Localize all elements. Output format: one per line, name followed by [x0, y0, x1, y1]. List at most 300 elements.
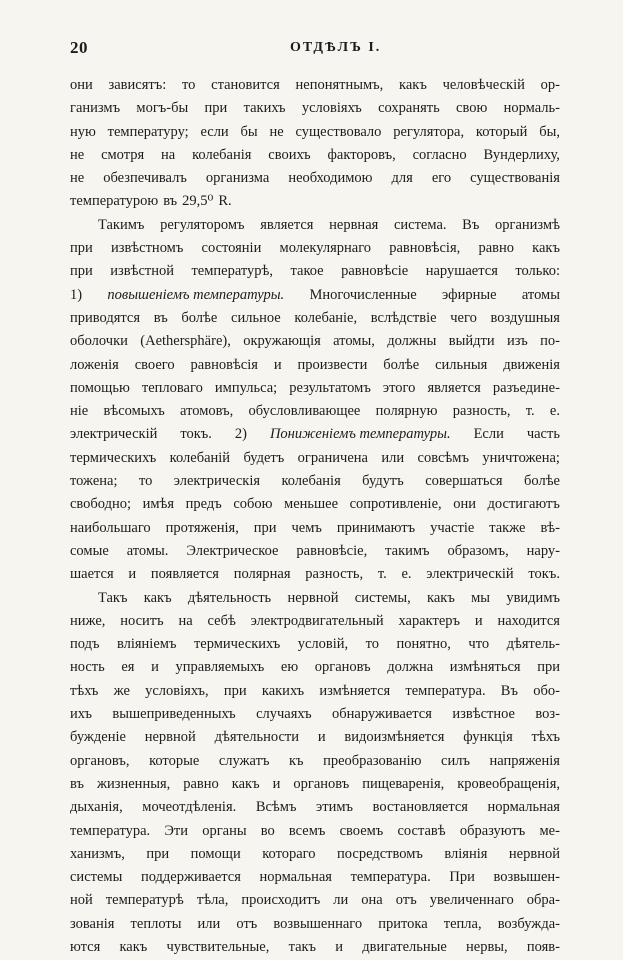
- word: дѣятельности: [214, 729, 300, 746]
- word: то: [182, 77, 196, 93]
- word: ной: [70, 892, 93, 909]
- word: собою: [233, 496, 273, 513]
- word: своихъ: [268, 146, 311, 163]
- text-line: [70, 167, 560, 190]
- paragraph: [70, 74, 560, 214]
- word: условіяхъ,: [145, 682, 209, 699]
- text-line: [70, 237, 560, 260]
- word: условій,: [297, 636, 349, 653]
- word: на: [161, 146, 176, 163]
- text-line: [70, 750, 560, 773]
- word: поддерживается: [140, 869, 241, 886]
- word: носитъ: [120, 612, 164, 629]
- word: электрическія: [173, 473, 261, 490]
- word: импульса;: [214, 379, 278, 396]
- word: чего: [450, 309, 477, 326]
- word: извѣстной: [110, 263, 174, 280]
- word: е.: [401, 566, 412, 583]
- word: какъ: [427, 589, 455, 606]
- word: помощью: [70, 379, 130, 396]
- text-line: [70, 121, 560, 144]
- word: состояніи: [201, 240, 262, 257]
- word: сохранять: [378, 100, 440, 117]
- word: какъ: [399, 77, 427, 93]
- word: нормальная: [259, 869, 332, 886]
- word: наибольшаго: [70, 519, 151, 536]
- word: чувствительные,: [166, 938, 270, 955]
- word: жизненныя,: [96, 775, 171, 792]
- word: характеръ: [398, 612, 461, 629]
- word: такимъ: [385, 542, 430, 559]
- word: болѣе: [524, 473, 560, 490]
- word: сильное: [231, 309, 281, 326]
- word: тожена;: [70, 473, 118, 490]
- word: организма: [205, 170, 270, 187]
- text-line: [70, 633, 560, 656]
- word: температура.: [70, 822, 151, 839]
- word: преобразованію: [323, 752, 422, 769]
- word: человѣческій: [442, 77, 525, 93]
- word: могъ-бы: [136, 100, 189, 117]
- word: и: [272, 775, 281, 792]
- word: только:: [515, 263, 560, 280]
- word: же: [113, 682, 130, 699]
- word: измѣняться: [449, 659, 521, 676]
- word: отъ: [395, 892, 417, 909]
- word: происходитъ: [241, 892, 321, 909]
- word: подъ: [70, 636, 100, 653]
- word: тепловаго: [141, 379, 203, 396]
- word: равновѣсія: [190, 356, 258, 373]
- word: условіяхъ: [301, 100, 362, 117]
- word: при: [70, 240, 93, 257]
- text-line: [70, 913, 560, 936]
- word: полярная: [233, 566, 291, 583]
- word: дыханія,: [70, 799, 123, 816]
- word: изъ: [506, 333, 528, 350]
- word: сопротивленіе,: [349, 496, 442, 513]
- word: нервная: [329, 216, 379, 233]
- word: этого: [382, 379, 416, 396]
- word: если: [200, 123, 229, 140]
- word: своемъ: [339, 822, 384, 839]
- text-line: [70, 656, 560, 679]
- word: притока: [378, 915, 428, 932]
- word: имѣя: [142, 496, 175, 513]
- text-line: [70, 377, 560, 400]
- word: ханизмъ,: [70, 845, 125, 862]
- word: и: [474, 612, 483, 629]
- word: атомы,: [333, 333, 375, 350]
- word: существовало: [295, 123, 382, 140]
- word: токъ.: [528, 566, 560, 583]
- word: такое: [290, 263, 324, 280]
- word: нервной: [508, 845, 560, 862]
- word: ею: [280, 659, 299, 676]
- word: измѣняется: [319, 682, 391, 699]
- word: равно: [478, 240, 514, 257]
- word: случаяхъ: [256, 706, 312, 723]
- word: вышеприведенныхъ: [112, 706, 236, 723]
- word: тѣхъ: [70, 682, 99, 699]
- word: электродвигательный: [250, 612, 384, 629]
- word: совершаться: [425, 473, 503, 490]
- word: котораго: [262, 845, 316, 862]
- word: участіе: [430, 519, 475, 536]
- word: обезпечивалъ: [103, 170, 187, 187]
- word: ложенія: [70, 356, 119, 373]
- word: предъ: [185, 496, 222, 513]
- word: регуляторомъ: [160, 216, 245, 233]
- word: находится: [497, 612, 560, 629]
- word: вліяніемъ: [116, 636, 177, 653]
- word: 2): [234, 426, 247, 443]
- word: такихъ: [243, 100, 286, 117]
- word: регулятора,: [393, 123, 465, 140]
- word: температура.: [405, 682, 486, 699]
- word: оболочки: [70, 333, 128, 350]
- word: пищеваренія,: [362, 775, 445, 792]
- text-line: [70, 726, 560, 749]
- word: появ-: [526, 938, 560, 955]
- word: Пониженіемъ температуры.: [269, 426, 451, 443]
- word: и: [317, 729, 326, 746]
- text-line: [70, 97, 560, 120]
- word: служатъ: [218, 752, 270, 769]
- word: посредствомъ: [337, 845, 423, 862]
- word: согласно: [412, 146, 467, 163]
- word: органы: [202, 822, 247, 839]
- word: (Aethersphäre),: [140, 333, 231, 350]
- word: свою: [456, 100, 488, 117]
- word: появляется: [150, 566, 219, 583]
- word: колебанія: [192, 146, 252, 163]
- word: всемъ: [288, 822, 326, 839]
- text-line: [70, 493, 560, 516]
- word: нару-: [526, 542, 560, 559]
- word: который: [475, 123, 528, 140]
- word: они: [453, 496, 476, 513]
- text-line: [70, 563, 560, 586]
- word: ность: [70, 659, 105, 676]
- word: органовъ,: [70, 752, 130, 769]
- word: повышеніемъ температуры.: [107, 286, 285, 303]
- word: ганизмъ: [70, 100, 121, 117]
- word: своего: [134, 356, 175, 373]
- text-line: [70, 587, 560, 610]
- word: шается: [70, 566, 114, 583]
- word: также: [489, 519, 526, 536]
- word: къ: [289, 752, 304, 769]
- text-line: [70, 517, 560, 540]
- word: при: [146, 845, 170, 862]
- word: при: [537, 659, 560, 676]
- word: эфирные: [442, 286, 497, 303]
- text-line: [70, 284, 560, 307]
- word: для: [391, 170, 413, 187]
- word: движенія: [503, 356, 560, 373]
- word: въ: [153, 309, 168, 326]
- word: температура.: [350, 869, 431, 886]
- word: свободно;: [70, 496, 132, 513]
- word: силъ: [441, 752, 470, 769]
- word: вѣсомыхъ: [103, 403, 165, 420]
- page-number: 20: [70, 38, 88, 57]
- word: Въ: [462, 216, 480, 233]
- word: температурѣ,: [191, 263, 274, 280]
- word: двигательные: [362, 938, 447, 955]
- word: системы: [70, 869, 123, 886]
- word: составѣ: [397, 822, 446, 839]
- word: увеличеннаго: [429, 892, 514, 909]
- text-line: [70, 820, 560, 843]
- word: и: [128, 566, 137, 583]
- word: которые: [149, 752, 200, 769]
- page-header: [70, 38, 560, 60]
- word: тѣла,: [196, 892, 229, 909]
- word: или: [381, 449, 405, 466]
- word: выйдти: [448, 333, 495, 350]
- word: равновѣсіе,: [296, 542, 368, 559]
- word: не: [269, 123, 284, 140]
- word: управляемыхъ: [175, 659, 265, 676]
- word: образуютъ: [459, 822, 526, 839]
- text-line: [70, 423, 560, 446]
- word: температуру;: [107, 123, 189, 140]
- word: воздушныя: [490, 309, 560, 326]
- text-line: [70, 703, 560, 726]
- word: разность,: [305, 566, 364, 583]
- word: обусловливающее: [248, 403, 361, 420]
- word: ор-: [540, 77, 560, 93]
- text-line: [70, 843, 560, 866]
- word: кровеобращенія,: [457, 775, 560, 792]
- word: по-: [540, 333, 560, 350]
- word: ную: [70, 123, 96, 140]
- word: атомы.: [126, 542, 169, 559]
- word: результатомъ: [289, 379, 371, 396]
- word: и: [335, 938, 344, 955]
- word: такъ: [288, 938, 317, 955]
- word: т.: [525, 403, 535, 420]
- word: термическихъ: [70, 449, 157, 466]
- word: Въ: [500, 682, 518, 699]
- word: обо-: [533, 682, 560, 699]
- word: или: [197, 915, 221, 932]
- word: становится: [211, 77, 280, 93]
- word: атомовъ,: [180, 403, 234, 420]
- word: произвести: [297, 356, 368, 373]
- text-line: [70, 447, 560, 470]
- word: не: [70, 170, 85, 187]
- word: термическихъ: [193, 636, 281, 653]
- word: мы: [471, 589, 491, 606]
- word: окружающія: [243, 333, 321, 350]
- text-line: [70, 144, 560, 167]
- word: Эти: [164, 822, 189, 839]
- word: токъ.: [180, 426, 212, 443]
- word: мочеотдѣленія.: [142, 799, 237, 816]
- word: и: [273, 356, 282, 373]
- word: молекулярнаго: [279, 240, 372, 257]
- word: Такъ: [98, 589, 128, 606]
- word: нервы,: [466, 938, 508, 955]
- word: разность,: [452, 403, 511, 420]
- word: протяженія,: [165, 519, 239, 536]
- word: нормаль-: [503, 100, 560, 117]
- word: и: [151, 659, 159, 676]
- word: система.: [393, 216, 447, 233]
- word: равновѣсія,: [389, 240, 461, 257]
- word: Электрическое: [186, 542, 279, 559]
- word: бы,: [539, 123, 560, 140]
- word: востановляется: [372, 799, 468, 816]
- word: какъ: [119, 938, 148, 955]
- word: температурѣ: [105, 892, 184, 909]
- word: на: [178, 612, 193, 629]
- word: принимаютъ: [336, 519, 416, 536]
- word: ея: [121, 659, 135, 676]
- text-line: [70, 354, 560, 377]
- word: т.: [377, 566, 387, 583]
- word: функція: [463, 729, 513, 746]
- word: бужденіе: [70, 729, 126, 746]
- word: какъ: [143, 589, 172, 606]
- word: е.: [549, 403, 560, 420]
- text-line: [70, 307, 560, 330]
- word: должна: [387, 659, 434, 676]
- text-line: [70, 866, 560, 889]
- word: извѣстномъ: [110, 240, 184, 257]
- word: его: [431, 170, 452, 187]
- word: видоизмѣняется: [344, 729, 445, 746]
- paragraph: [70, 214, 560, 587]
- word: болѣе: [383, 356, 420, 373]
- word: тепла,: [443, 915, 482, 932]
- word: организмѣ: [495, 216, 560, 233]
- word: какихъ: [261, 682, 305, 699]
- text-line: [70, 470, 560, 493]
- word: помощи: [190, 845, 241, 862]
- word: смотря: [101, 146, 145, 163]
- text-line: [70, 330, 560, 353]
- word: дѣятель-: [506, 636, 560, 653]
- word: часть: [526, 426, 560, 443]
- word: необходимою: [288, 170, 373, 187]
- word: воз-: [535, 706, 560, 723]
- word: ихъ: [70, 706, 92, 723]
- word: какъ: [231, 775, 260, 792]
- paragraph: [70, 587, 560, 960]
- word: будутъ: [362, 473, 404, 490]
- word: то: [365, 636, 380, 653]
- word: ограничена: [297, 449, 368, 466]
- word: Такимъ: [98, 216, 145, 233]
- word: Если: [473, 426, 504, 443]
- text-line: [70, 773, 560, 796]
- word: что: [468, 636, 490, 653]
- text-line: [70, 889, 560, 912]
- word: ніе: [70, 403, 89, 420]
- word: должны: [387, 333, 437, 350]
- word: системы,: [354, 589, 411, 606]
- word: равновѣсіе: [341, 263, 409, 280]
- word: въ: [163, 193, 178, 210]
- word: себѣ: [207, 612, 236, 629]
- text-line: [70, 400, 560, 423]
- body-text: [70, 74, 560, 959]
- word: ниже,: [70, 612, 106, 629]
- word: органовъ: [293, 775, 350, 792]
- word: не: [70, 146, 85, 163]
- word: вѣ-: [540, 519, 560, 536]
- word: нарушается: [425, 263, 498, 280]
- word: этимъ: [316, 799, 354, 816]
- word: при: [204, 100, 228, 117]
- word: болѣе: [181, 309, 218, 326]
- word: въ: [70, 775, 84, 792]
- word: факторовъ,: [327, 146, 396, 163]
- word: колебаніе,: [294, 309, 358, 326]
- text-line: [70, 936, 560, 959]
- word: при: [70, 263, 93, 280]
- word: Многочисленные: [309, 286, 417, 303]
- running-head: ОТДѢЛЪ I.: [290, 40, 382, 55]
- word: температурою: [70, 193, 159, 210]
- text-line: [70, 74, 560, 97]
- word: R.: [218, 193, 232, 210]
- word: какъ: [532, 240, 560, 257]
- word: приводятся: [70, 309, 141, 326]
- word: атомы: [521, 286, 560, 303]
- word: чемъ: [291, 519, 322, 536]
- word: электрическій: [70, 426, 158, 443]
- text-line: [70, 260, 560, 283]
- word: совсѣмъ: [417, 449, 469, 466]
- word: Вундерлиху,: [483, 146, 560, 163]
- word: сильныя: [435, 356, 488, 373]
- word: обра-: [526, 892, 560, 909]
- word: нервной: [144, 729, 196, 746]
- word: то: [138, 473, 153, 490]
- word: разъедине-: [492, 379, 560, 396]
- word: органовъ: [314, 659, 371, 676]
- text-line: [70, 610, 560, 633]
- word: равно: [183, 775, 219, 792]
- word: нервной: [287, 589, 339, 606]
- word: понятно,: [396, 636, 451, 653]
- word: 1): [70, 286, 83, 303]
- word: обнаруживается: [332, 706, 432, 723]
- word: будетъ: [243, 449, 285, 466]
- text-line: [70, 190, 560, 213]
- word: они: [70, 77, 93, 93]
- word: при: [253, 519, 277, 536]
- text-line: [70, 214, 560, 237]
- word: ме-: [539, 822, 560, 839]
- word: возвышеннаго: [273, 915, 363, 932]
- word: возвышен-: [493, 869, 560, 886]
- word: 29,5⁰: [182, 193, 214, 210]
- word: увидимъ: [506, 589, 560, 606]
- word: достигаютъ: [487, 496, 560, 513]
- word: ются: [70, 938, 101, 955]
- word: непонятнымъ,: [295, 77, 384, 93]
- word: колебанія: [281, 473, 341, 490]
- word: во: [260, 822, 275, 839]
- word: вліянія: [444, 845, 488, 862]
- word: при: [223, 682, 247, 699]
